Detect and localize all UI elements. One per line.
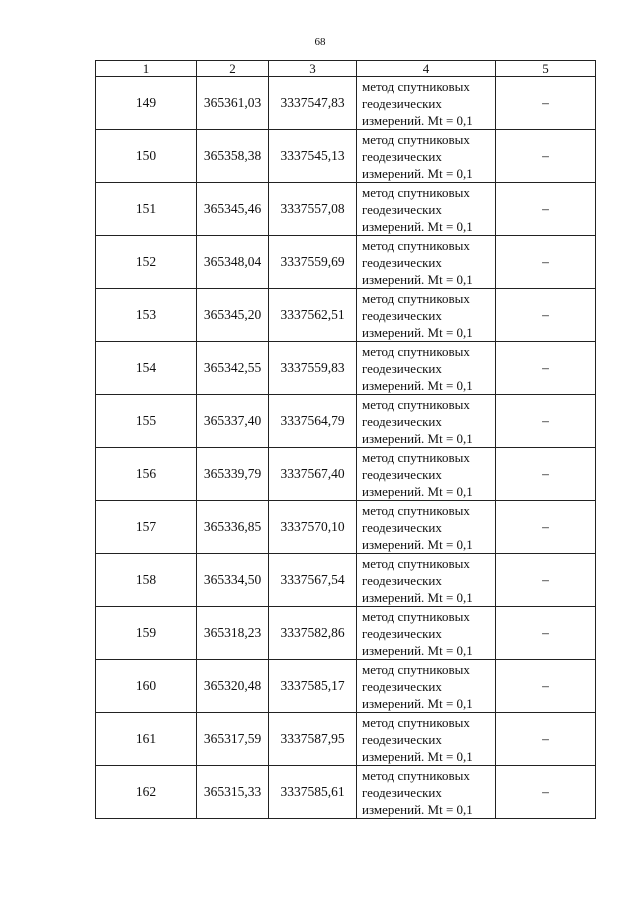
table-body — [96, 77, 596, 819]
method-line: измерений. Mt = 0,1 — [362, 218, 473, 234]
table-row — [96, 342, 596, 395]
x-coordinate-cell: 365348,04 — [197, 236, 269, 289]
method-line: метод спутниковых — [362, 608, 470, 624]
table-row — [96, 395, 596, 448]
x-coordinate-cell: 365334,50 — [197, 554, 269, 607]
method-cell — [357, 448, 496, 501]
method-line: геодезических — [362, 95, 442, 111]
point-number-cell: 159 — [96, 607, 197, 660]
header-col-2: 2 — [197, 61, 269, 77]
method-line: геодезических — [362, 148, 442, 164]
method-cell — [357, 554, 496, 607]
point-number-cell: 157 — [96, 501, 197, 554]
method-cell — [357, 77, 496, 130]
table-header — [96, 61, 596, 77]
note-cell: – — [496, 501, 596, 554]
note-cell: – — [496, 660, 596, 713]
note-cell: – — [496, 554, 596, 607]
note-cell: – — [496, 236, 596, 289]
header-col-3: 3 — [269, 61, 357, 77]
note-cell: – — [496, 130, 596, 183]
method-line: измерений. Mt = 0,1 — [362, 430, 473, 446]
y-coordinate-cell: 3337585,17 — [269, 660, 357, 713]
method-line: метод спутниковых — [362, 767, 470, 783]
table-row — [96, 554, 596, 607]
point-number-cell: 152 — [96, 236, 197, 289]
header-col-5: 5 — [496, 61, 596, 77]
method-line: измерений. Mt = 0,1 — [362, 165, 473, 181]
method-line: метод спутниковых — [362, 290, 470, 306]
y-coordinate-cell: 3337567,54 — [269, 554, 357, 607]
table-row — [96, 448, 596, 501]
method-line: геодезических — [362, 731, 442, 747]
point-number-cell: 162 — [96, 766, 197, 819]
method-line: измерений. Mt = 0,1 — [362, 377, 473, 393]
method-line: геодезических — [362, 307, 442, 323]
y-coordinate-cell: 3337564,79 — [269, 395, 357, 448]
method-line: измерений. Mt = 0,1 — [362, 112, 473, 128]
table-row — [96, 236, 596, 289]
header-row — [96, 61, 596, 77]
coordinates-table — [95, 60, 596, 819]
method-cell — [357, 130, 496, 183]
point-number-cell: 153 — [96, 289, 197, 342]
y-coordinate-cell: 3337567,40 — [269, 448, 357, 501]
x-coordinate-cell: 365318,23 — [197, 607, 269, 660]
x-coordinate-cell: 365361,03 — [197, 77, 269, 130]
method-line: метод спутниковых — [362, 449, 470, 465]
y-coordinate-cell: 3337582,86 — [269, 607, 357, 660]
y-coordinate-cell: 3337570,10 — [269, 501, 357, 554]
y-coordinate-cell: 3337559,69 — [269, 236, 357, 289]
x-coordinate-cell: 365315,33 — [197, 766, 269, 819]
header-col-4: 4 — [357, 61, 496, 77]
method-line: метод спутниковых — [362, 237, 470, 253]
method-line: метод спутниковых — [362, 714, 470, 730]
x-coordinate-cell: 365320,48 — [197, 660, 269, 713]
x-coordinate-cell: 365358,38 — [197, 130, 269, 183]
table-row — [96, 713, 596, 766]
point-number-cell: 154 — [96, 342, 197, 395]
method-cell — [357, 713, 496, 766]
table-row — [96, 501, 596, 554]
y-coordinate-cell: 3337545,13 — [269, 130, 357, 183]
method-line: метод спутниковых — [362, 555, 470, 571]
method-line: метод спутниковых — [362, 184, 470, 200]
point-number-cell: 150 — [96, 130, 197, 183]
note-cell: – — [496, 183, 596, 236]
method-line: измерений. Mt = 0,1 — [362, 483, 473, 499]
y-coordinate-cell: 3337585,61 — [269, 766, 357, 819]
method-line: метод спутниковых — [362, 661, 470, 677]
table-row — [96, 77, 596, 130]
point-number-cell: 151 — [96, 183, 197, 236]
method-line: метод спутниковых — [362, 396, 470, 412]
method-line: измерений. Mt = 0,1 — [362, 271, 473, 287]
x-coordinate-cell: 365317,59 — [197, 713, 269, 766]
method-cell — [357, 607, 496, 660]
method-cell — [357, 501, 496, 554]
method-line: геодезических — [362, 678, 442, 694]
method-cell — [357, 236, 496, 289]
note-cell: – — [496, 607, 596, 660]
x-coordinate-cell: 365339,79 — [197, 448, 269, 501]
x-coordinate-cell: 365336,85 — [197, 501, 269, 554]
point-number-cell: 161 — [96, 713, 197, 766]
method-line: измерений. Mt = 0,1 — [362, 536, 473, 552]
method-line: геодезических — [362, 572, 442, 588]
table-row — [96, 183, 596, 236]
method-line: метод спутниковых — [362, 502, 470, 518]
method-line: геодезических — [362, 519, 442, 535]
method-line: измерений. Mt = 0,1 — [362, 695, 473, 711]
y-coordinate-cell: 3337557,08 — [269, 183, 357, 236]
y-coordinate-cell: 3337587,95 — [269, 713, 357, 766]
method-line: геодезических — [362, 784, 442, 800]
note-cell: – — [496, 713, 596, 766]
method-cell — [357, 660, 496, 713]
x-coordinate-cell: 365342,55 — [197, 342, 269, 395]
method-line: измерений. Mt = 0,1 — [362, 324, 473, 340]
x-coordinate-cell: 365345,20 — [197, 289, 269, 342]
table-row — [96, 607, 596, 660]
y-coordinate-cell: 3337559,83 — [269, 342, 357, 395]
note-cell: – — [496, 448, 596, 501]
x-coordinate-cell: 365337,40 — [197, 395, 269, 448]
method-line: измерений. Mt = 0,1 — [362, 801, 473, 817]
table-row — [96, 289, 596, 342]
note-cell: – — [496, 289, 596, 342]
method-line: метод спутниковых — [362, 343, 470, 359]
method-line: геодезических — [362, 625, 442, 641]
y-coordinate-cell: 3337547,83 — [269, 77, 357, 130]
table-row — [96, 660, 596, 713]
method-cell — [357, 395, 496, 448]
header-col-1: 1 — [96, 61, 197, 77]
y-coordinate-cell: 3337562,51 — [269, 289, 357, 342]
method-line: геодезических — [362, 466, 442, 482]
table-row — [96, 130, 596, 183]
method-line: измерений. Mt = 0,1 — [362, 589, 473, 605]
method-line: метод спутниковых — [362, 131, 470, 147]
method-line: измерений. Mt = 0,1 — [362, 748, 473, 764]
method-cell — [357, 289, 496, 342]
page-number: 68 — [314, 36, 326, 48]
note-cell: – — [496, 77, 596, 130]
note-cell: – — [496, 766, 596, 819]
method-line: метод спутниковых — [362, 78, 470, 94]
method-cell — [357, 766, 496, 819]
point-number-cell: 156 — [96, 448, 197, 501]
method-cell — [357, 183, 496, 236]
method-line: геодезических — [362, 254, 442, 270]
point-number-cell: 155 — [96, 395, 197, 448]
point-number-cell: 160 — [96, 660, 197, 713]
note-cell: – — [496, 395, 596, 448]
method-line: геодезических — [362, 413, 442, 429]
point-number-cell: 158 — [96, 554, 197, 607]
x-coordinate-cell: 365345,46 — [197, 183, 269, 236]
method-line: измерений. Mt = 0,1 — [362, 642, 473, 658]
method-cell — [357, 342, 496, 395]
method-line: геодезических — [362, 360, 442, 376]
note-cell: – — [496, 342, 596, 395]
table-row — [96, 766, 596, 819]
point-number-cell: 149 — [96, 77, 197, 130]
method-line: геодезических — [362, 201, 442, 217]
